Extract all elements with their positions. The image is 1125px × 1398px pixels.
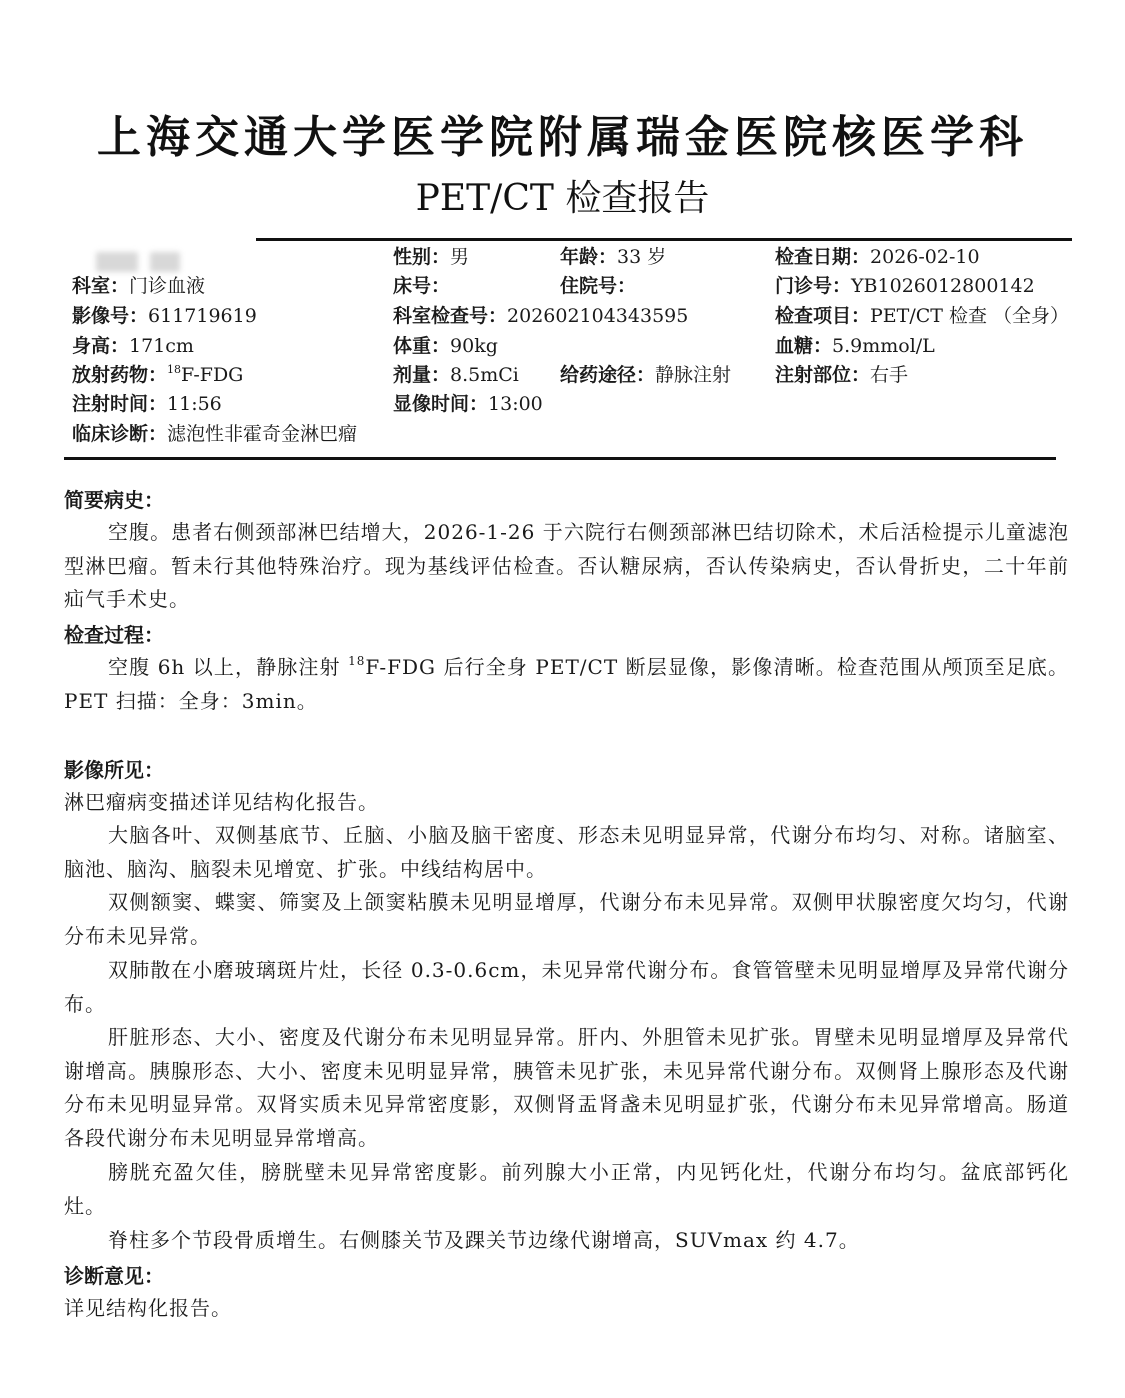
finding-brain: 大脑各叶、双侧基底节、丘脑、小脑及脑干密度、形态未见明显异常，代谢分布均匀、对称。诸脑室、脑池、脑沟、脑裂未见增宽、扩张。中线结构居中。 [64, 823, 1069, 881]
weight-field: 体重：90kg [393, 335, 498, 357]
clinical-diagnosis-field: 临床诊断：滤泡性非霍奇金淋巴瘤 [72, 423, 358, 445]
injection-time-field: 注射时间：11:56 [72, 393, 222, 415]
redacted-name [96, 252, 138, 272]
bed-field: 床号： [393, 275, 451, 297]
procedure-heading: 检查过程： [64, 623, 164, 647]
hospital-name: 上海交通大学医学院附属瑞金医院核医学科 [97, 112, 1028, 163]
finding-lung: 双肺散在小磨玻璃斑片灶，长径 0.3-0.6cm，未见异常代谢分布。食管管壁未见明显增厚及异常代谢分布。 [64, 958, 1069, 1016]
department-field: 科室：门诊血液 [72, 275, 206, 297]
finding-bone: 脊柱多个节段骨质增生。右侧膝关节及踝关节边缘代谢增高，SUVmax 约 4.7。 [108, 1228, 860, 1252]
height-field: 身高：171cm [72, 335, 194, 357]
finding-abdomen: 肝脏形态、大小、密度及代谢分布未见明显异常。肝内、外胆管未见扩张。胃壁未见明显增厚及异常代谢增高。胰腺形态、大小、密度未见明显异常，胰管未见扩张，未见异常代谢分布。双侧肾上腺形态及代谢分布未见明显异常。双肾实质未见异常密度影，双侧肾盂肾盏未见明显扩张，代谢分布未见异常增高。肠道各段代谢分布未见明显异常增高。 [64, 1025, 1069, 1150]
imaging-time-field: 显像时间：13:00 [393, 393, 543, 415]
opinion-text: 详见结构化报告。 [64, 1296, 232, 1320]
report-title: PET/CT 检查报告 [415, 178, 710, 219]
inpatient-field: 住院号： [560, 275, 637, 297]
dose-field: 剂量：8.5mCi [393, 364, 519, 386]
tracer-field: 放射药物：$^{18}$F-FDG [72, 363, 244, 386]
findings-intro: 淋巴瘤病变描述详见结构化报告。 [64, 790, 379, 814]
exam-date-field: 检查日期：2026-02-10 [775, 246, 980, 268]
gender-field: 性别：男 [393, 246, 470, 268]
injection-site-field: 注射部位：右手 [775, 364, 909, 386]
exam-item-field: 检查项目：PET/CT 检查 （全身） [775, 305, 1070, 327]
redacted-name-2 [150, 252, 180, 272]
history-heading: 简要病史： [64, 488, 164, 512]
outpatient-field: 门诊号：YB1026012800142 [775, 275, 1035, 297]
finding-pelvis: 膀胱充盈欠佳，膀胱壁未见异常密度影。前列腺大小正常，内见钙化灶，代谢分布均匀。盆底部钙化灶。 [64, 1160, 1069, 1218]
history-text: 空腹。患者右侧颈部淋巴结增大，2026-1-26 于六院行右侧颈部淋巴结切除术，术后活检提示儿童滤泡型淋巴瘤。暂未行其他特殊治疗。现为基线评估检查。否认糖尿病，否认传染病史，否认骨折史，二十年前疝气手术史。 [64, 520, 1069, 611]
findings-heading: 影像所见： [64, 758, 164, 782]
header-top-rule [256, 238, 1072, 241]
glucose-field: 血糖：5.9mmol/L [775, 335, 935, 357]
header-bottom-rule [64, 457, 1056, 460]
finding-sinus-thyroid: 双侧额窦、蝶窦、筛窦及上颌窦粘膜未见明显增厚，代谢分布未见异常。双侧甲状腺密度欠均匀，代谢分布未见异常。 [64, 890, 1069, 948]
procedure-text: 空腹 6h 以上，静脉注射 $^{18}$F-FDG 后行全身 PET/CT 断层显像，影像清晰。检查范围从颅顶至足底。PET 扫描：全身：3min。 [64, 654, 1069, 713]
opinion-heading: 诊断意见： [64, 1264, 164, 1288]
dept-exam-number-field: 科室检查号：202602104343595 [393, 305, 689, 327]
route-field: 给药途径：静脉注射 [560, 364, 732, 386]
image-number-field: 影像号：611719619 [72, 305, 257, 327]
age-field: 年龄：33 岁 [560, 246, 667, 268]
